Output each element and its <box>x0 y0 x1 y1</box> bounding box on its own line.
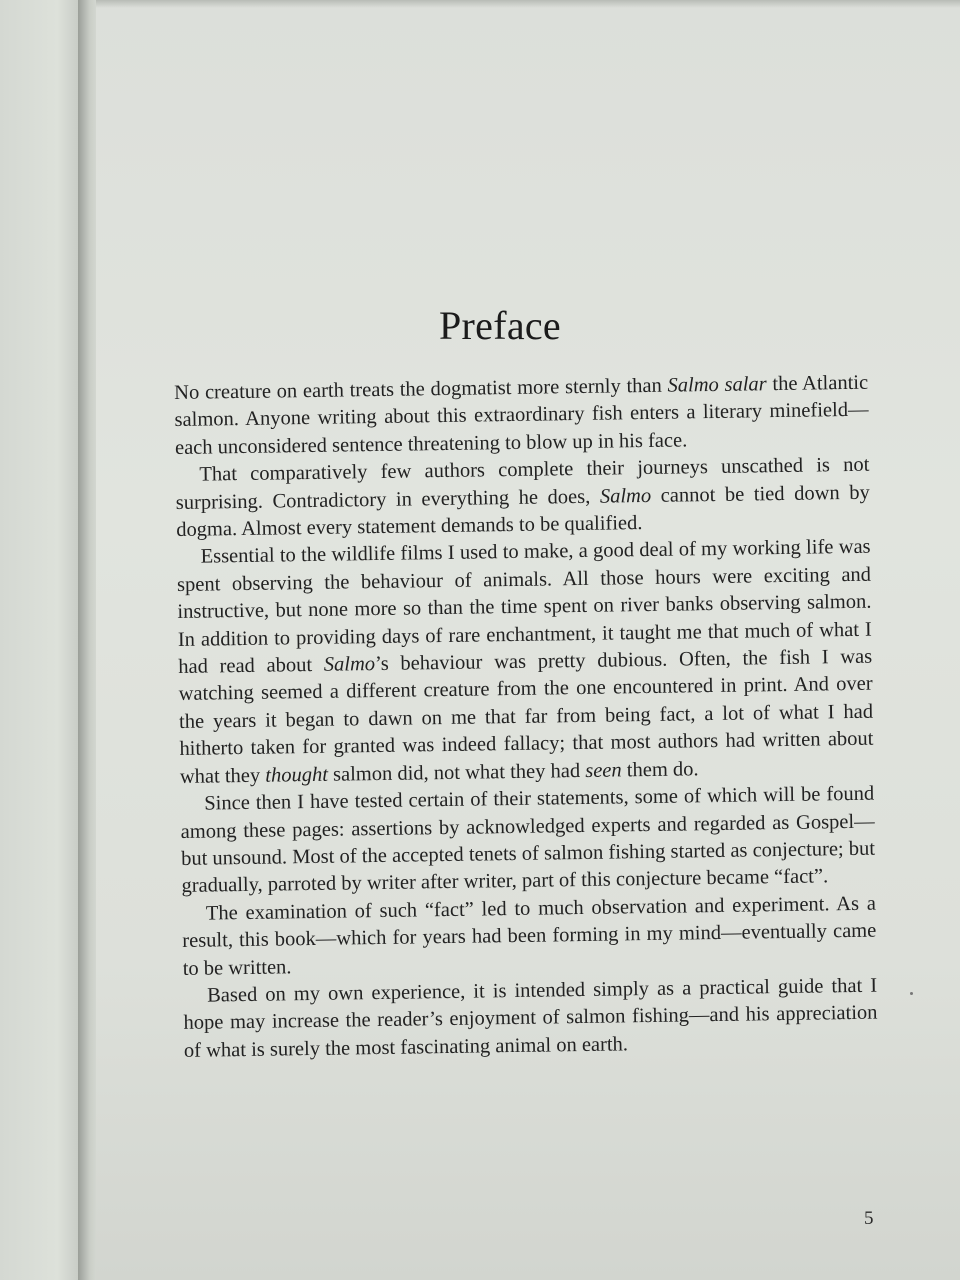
italic-text: Salmo <box>599 484 652 508</box>
page-number: 5 <box>864 1208 874 1229</box>
italic-text: Salmo <box>323 653 376 676</box>
text-run: the Atlantic salmon. Anyone writing about this extraordinary fish enters a literary minefield—each unconsidered sentence threatening to blow up in his face. <box>174 371 869 459</box>
text-run: salmon did, not what they had <box>327 759 586 786</box>
italic-text: thought <box>265 763 329 787</box>
preface-body <box>174 370 878 1065</box>
text-run: them do. <box>621 757 699 782</box>
paragraph <box>174 370 869 463</box>
paragraph <box>180 781 876 901</box>
paragraph <box>183 973 878 1066</box>
text-run: Based on my own experience, it is intended simply as a practical guide that I hope may increase the reader’s enjoyment of salmon fishing—and his appreciation of what is surely the most fascinating animal on earth. <box>183 974 878 1062</box>
page-top-shadow <box>96 0 960 8</box>
facing-page-edge <box>0 0 82 1280</box>
text-run: The examination of such “fact” led to much observation and experiment. As a result, this book—which for years had been forming in my mind—eventually came to be written. <box>182 892 877 980</box>
text-run: ’s behaviour was pretty dubious. Often, the fish I was watching seemed a different creature from the one encountered in print. And over the years it began to dawn on me that far from being fact, a lot of what I had hitherto taken for granted was indeed fallacy; that most authors had written about what they <box>178 645 874 788</box>
italic-text: Salmo salar <box>667 373 767 397</box>
paragraph <box>182 890 877 983</box>
text-run: cannot be tied down by dogma. Almost every statement demands to be qualified. <box>176 481 870 542</box>
page-title: Preface <box>438 303 561 348</box>
paragraph <box>175 452 870 545</box>
italic-text: seen <box>585 759 622 782</box>
text-run: Since then I have tested certain of their statements, some of which will be found among these pages: assertions by acknowledged experts and regarded as Gospel—but unsound. Most of the accepted tenets of salmon fishing started as conjecture; but gradually, parroted by writer after writer, part of this conjecture became “fact”. <box>180 782 876 898</box>
text-run: No creature on earth treats the dogmatist more sternly than <box>174 374 668 404</box>
paper-speck <box>910 992 913 995</box>
text-run: Essential to the wildlife films I used to make, a good deal of my working life was spent observing the behaviour of animals. All those hours were exciting and instructive, but none more so than the time spent on river banks observing salmon. In addition to providing days of rare enchantment, it taught me that much of what I had read about <box>176 536 872 679</box>
text-run: That comparatively few authors complete their journeys unscathed is not surprising. Contradictory in everything he does, <box>175 453 870 514</box>
paragraph <box>176 534 874 791</box>
